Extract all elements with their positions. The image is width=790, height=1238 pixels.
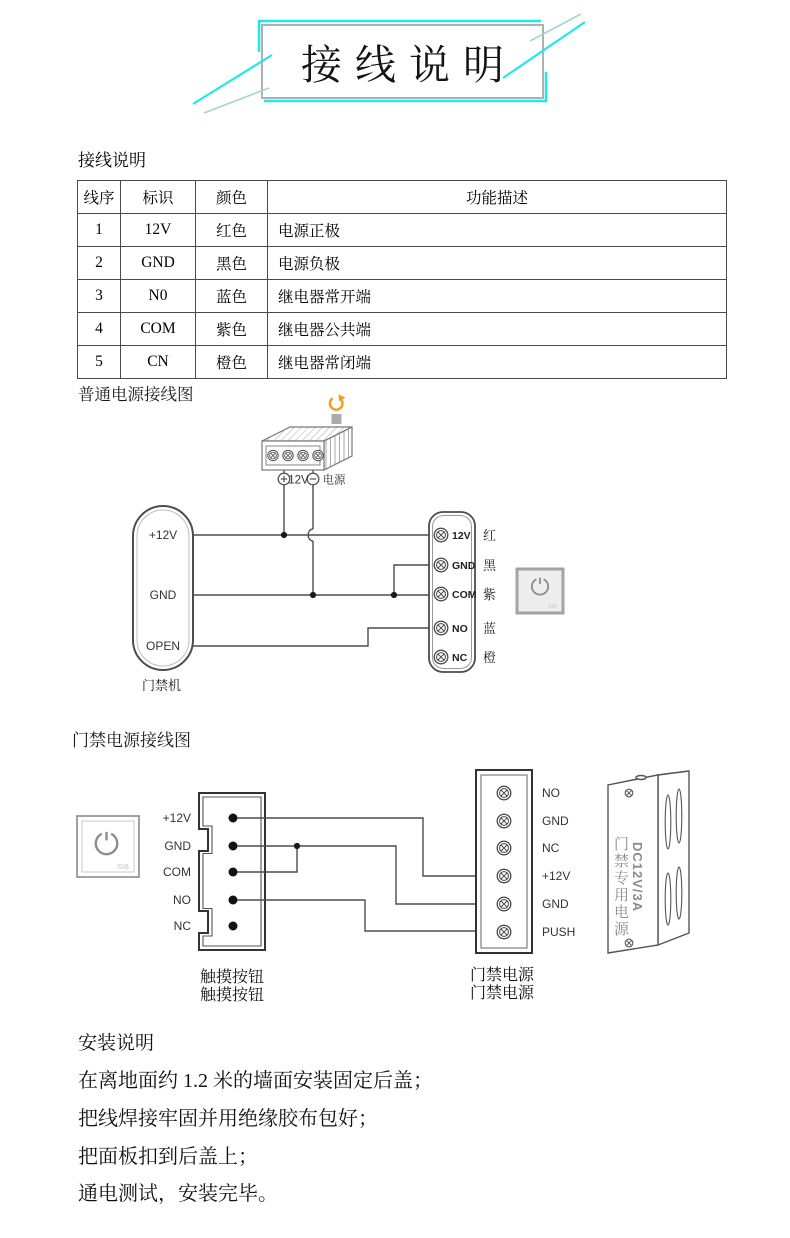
cell-function: 继电器常闭端 — [268, 346, 727, 379]
screw-terminal — [497, 786, 511, 800]
wire-color-label: 红 — [483, 528, 497, 543]
wire-open — [193, 628, 433, 646]
wire-gnd-to-block — [237, 846, 496, 904]
screw-terminal — [434, 621, 448, 635]
wire-color-label: 紫 — [483, 587, 497, 602]
block-caption: 门禁电源 — [470, 967, 535, 984]
cell-tag: GND — [121, 247, 196, 280]
device-pin-label: OPEN — [145, 639, 181, 653]
wiring-table-heading: 接线说明 — [78, 151, 146, 170]
header-cell: 功能描述 — [268, 181, 727, 214]
banner-slash-left-bright — [193, 55, 272, 104]
connector-pin-dot — [229, 842, 238, 851]
psu-volt-label: 12V — [288, 474, 309, 487]
cell-function: 电源负极 — [268, 247, 727, 280]
screw-terminal — [497, 925, 511, 939]
button-brand-text: SIB — [548, 604, 557, 610]
table-row — [78, 280, 727, 313]
block-label: NO — [542, 786, 560, 800]
psu-label-chinese: 门禁专用电源 — [612, 836, 629, 938]
button-brand-text: SIB — [116, 862, 129, 871]
psu-screw-terminal — [268, 450, 278, 460]
screw-terminal — [497, 897, 511, 911]
cell-function: 电源正极 — [268, 214, 727, 247]
header-cell: 颜色 — [196, 181, 268, 214]
touch-button-panel — [77, 816, 139, 877]
junction-dot — [281, 532, 287, 538]
cell-color: 蓝色 — [196, 280, 268, 313]
header-cell: 线序 — [78, 181, 121, 214]
connector-pin-dot — [229, 896, 238, 905]
diagram1-heading: 普通电源接线图 — [78, 386, 194, 404]
diagram1-wires — [193, 485, 433, 646]
block-label: GND — [542, 814, 569, 828]
install-line: 在离地面约 1.2 米的墙面安装固定后盖； — [78, 1070, 433, 1092]
cell-function: 继电器公共端 — [268, 313, 727, 346]
block-caption-ghost: 门禁电源 — [470, 985, 535, 1002]
psu-screw-terminal — [283, 450, 293, 460]
strip-label: COM — [452, 589, 477, 601]
psu-front-screw — [625, 789, 633, 797]
block-label: +12V — [542, 869, 571, 883]
cell-index: 5 — [78, 346, 121, 379]
wire-color-label: 橙 — [483, 650, 497, 665]
connector-pin-label: +12V — [162, 811, 191, 825]
cell-color: 红色 — [196, 214, 268, 247]
strip-label: 12V — [452, 530, 471, 542]
psu-top-hole — [636, 776, 646, 780]
screw-terminal — [497, 814, 511, 828]
psu-label-model: DC12V/3A — [630, 842, 645, 913]
rotate-arrow-icon — [330, 394, 346, 424]
connector-pin-label: COM — [163, 865, 191, 879]
junction-dot — [310, 592, 316, 598]
cell-function: 继电器常开端 — [268, 280, 727, 313]
cell-index: 3 — [78, 280, 121, 313]
table-row — [78, 214, 727, 247]
wire-color-label: 黑 — [483, 558, 497, 573]
connector-pin-label: NO — [173, 893, 191, 907]
cell-index: 4 — [78, 313, 121, 346]
cell-color: 紫色 — [196, 313, 268, 346]
install-line: 把面板扣到后盖上； — [78, 1146, 258, 1168]
cell-tag: COM — [121, 313, 196, 346]
table-row — [78, 313, 727, 346]
table-row — [78, 346, 727, 379]
psu-side-face — [658, 771, 689, 945]
header-cell: 标识 — [121, 181, 196, 214]
device-caption: 门禁机 — [142, 678, 182, 693]
table-header-row — [78, 181, 727, 214]
screw-terminal — [434, 650, 448, 664]
junction-dot — [391, 592, 397, 598]
strip-label: NO — [452, 623, 468, 635]
screw-terminal — [434, 528, 448, 542]
device-pin-label: +12V — [148, 528, 178, 542]
wire-color-label: 蓝 — [483, 621, 497, 636]
junction-dot — [294, 843, 300, 849]
psu-screw-terminal — [298, 450, 308, 460]
psu-power-label: 电源 — [322, 474, 346, 487]
wire-gnd-branch — [394, 565, 433, 595]
table-row — [78, 247, 727, 280]
touch-button-panel — [517, 569, 563, 613]
diagram1 — [125, 392, 575, 702]
install-heading: 安装说明 — [78, 1033, 155, 1054]
cell-color: 黑色 — [196, 247, 268, 280]
strip-label: NC — [452, 652, 468, 664]
block-label: GND — [542, 897, 569, 911]
strip-label: GND — [452, 560, 476, 572]
cell-index: 2 — [78, 247, 121, 280]
screw-terminal — [434, 558, 448, 572]
connector-caption-ghost: 触摸按钮 — [200, 987, 265, 1004]
page-title: 接线说明 — [301, 42, 517, 88]
cell-tag: N0 — [121, 280, 196, 313]
install-line: 通电测试，安装完毕。 — [78, 1183, 278, 1205]
wiring-table — [77, 180, 727, 379]
cell-index: 1 — [78, 214, 121, 247]
screw-terminal — [497, 869, 511, 883]
connector-pin-dot — [229, 922, 238, 931]
cell-color: 橙色 — [196, 346, 268, 379]
connector-pin-dot — [229, 868, 238, 877]
diagram2-heading: 门禁电源接线图 — [72, 731, 191, 750]
wire-12v-to-block — [237, 818, 496, 876]
device-pin-label: GND — [149, 588, 177, 602]
block-label: PUSH — [542, 925, 576, 939]
screw-terminal — [497, 841, 511, 855]
block-label: NC — [542, 841, 560, 855]
diagram2-wires — [237, 818, 496, 931]
wire-minus-with-hop — [308, 485, 313, 595]
psu-screw-terminal — [313, 450, 323, 460]
rotate-icon-base — [332, 414, 342, 424]
connector-pin-label: NC — [173, 919, 191, 933]
power-supply-box — [262, 427, 352, 470]
connector-pin-label: GND — [164, 839, 191, 853]
screw-terminal — [434, 587, 448, 601]
install-line: 把线焊接牢固并用绝缘胶布包好； — [78, 1108, 378, 1130]
cell-tag: CN — [121, 346, 196, 379]
connector-pin-dot — [229, 814, 238, 823]
cell-tag: 12V — [121, 214, 196, 247]
connector-caption: 触摸按钮 — [200, 969, 265, 986]
